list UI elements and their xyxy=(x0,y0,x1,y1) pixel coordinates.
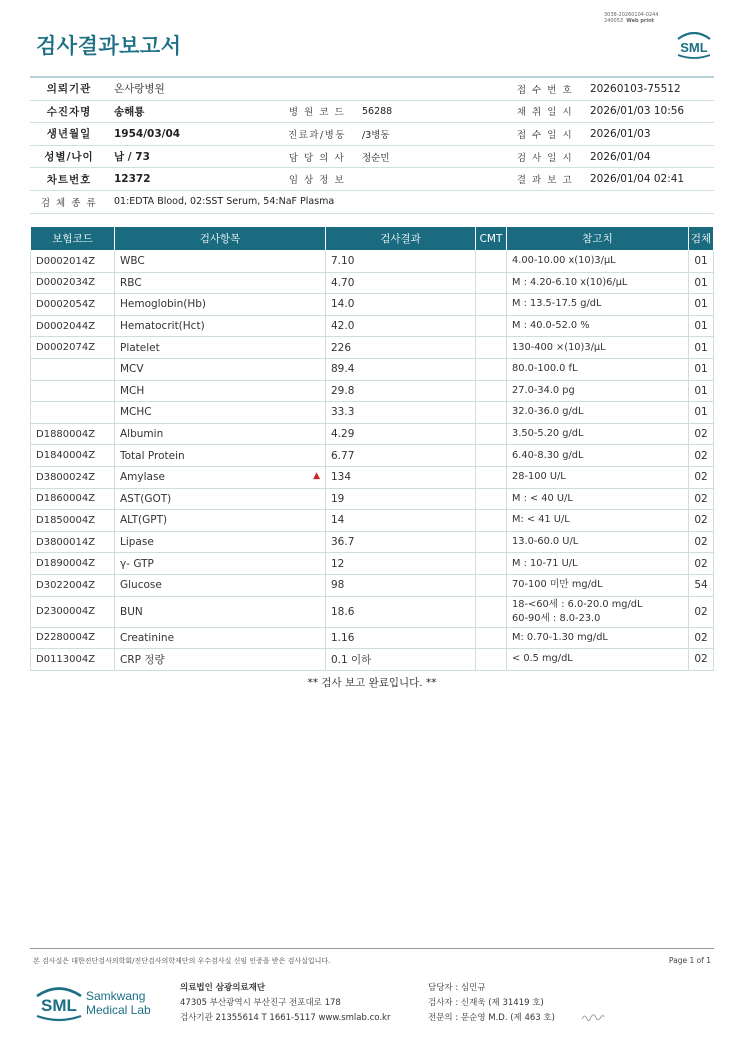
specimen-code: 01 xyxy=(689,251,714,273)
test-result: 226 xyxy=(326,337,476,359)
specimen-code: 01 xyxy=(689,315,714,337)
comment xyxy=(476,380,507,402)
comment xyxy=(476,531,507,553)
test-result: 18.6 xyxy=(326,596,476,627)
info-value: 56288 xyxy=(356,100,506,123)
table-row xyxy=(31,574,714,596)
reference-range xyxy=(507,294,689,316)
insurance-code: D0002014Z xyxy=(31,251,115,273)
specimen-code: 01 xyxy=(689,294,714,316)
test-name xyxy=(115,531,326,553)
comment xyxy=(476,272,507,294)
reference-range xyxy=(507,251,689,273)
test-name-text: γ- GTP xyxy=(120,557,154,570)
test-name xyxy=(115,315,326,337)
info-label: 임 상 정 보 xyxy=(278,168,356,191)
test-result: 0.1 이하 xyxy=(326,649,476,671)
specimen-value: 01:EDTA Blood, 02:SST Serum, 54:NaF Plasma xyxy=(108,190,714,213)
info-label: 결 과 보 고 xyxy=(506,168,584,191)
test-name xyxy=(115,649,326,671)
reference-range xyxy=(507,649,689,671)
test-name-text: Creatinine xyxy=(120,631,175,644)
table-row xyxy=(31,294,714,316)
organization-info: 의료법인 삼광의료재단 47305 부산광역시 부산진구 전포대로 178 검사기관 21355614 T 1661-5117 www.smlab.co.kr xyxy=(180,983,391,1023)
test-result: 33.3 xyxy=(326,402,476,424)
table-row xyxy=(31,272,714,294)
table-row xyxy=(31,315,714,337)
test-name xyxy=(115,488,326,510)
test-result: 89.4 xyxy=(326,358,476,380)
test-name xyxy=(115,423,326,445)
test-name xyxy=(115,596,326,627)
specimen-code: 02 xyxy=(689,488,714,510)
sml-footer-logo-icon xyxy=(34,980,84,1024)
reference-text: 32.0-36.0 g/dL xyxy=(512,406,584,418)
reference-text: 6.40-8.30 g/dL xyxy=(512,449,584,461)
test-name xyxy=(115,251,326,273)
specimen-label: 검 체 종 류 xyxy=(30,190,108,213)
reference-range xyxy=(507,596,689,627)
info-value: 남 / 73 xyxy=(108,145,278,168)
column-header: CMT xyxy=(476,227,507,251)
test-name-text: Glucose xyxy=(120,579,162,592)
comment xyxy=(476,423,507,445)
insurance-code: D0002034Z xyxy=(31,272,115,294)
comment xyxy=(476,337,507,359)
reference-text: 80.0-100.0 fL xyxy=(512,363,578,375)
table-row xyxy=(31,627,714,649)
reference-text: 130-400 ×(10)3/μL xyxy=(512,341,606,353)
insurance-code: D0002074Z xyxy=(31,337,115,359)
reference-text: 27.0-34.0 pg xyxy=(512,384,575,396)
insurance-code xyxy=(31,380,115,402)
info-value: /3병동 xyxy=(356,123,506,146)
test-name-text: Hemoglobin(Hb) xyxy=(120,298,207,311)
insurance-code: D1880004Z xyxy=(31,423,115,445)
test-name-text: MCHC xyxy=(120,406,152,419)
test-name-text: MCH xyxy=(120,384,145,397)
reference-range xyxy=(507,423,689,445)
test-name-text: Lipase xyxy=(120,536,154,549)
insurance-code xyxy=(31,358,115,380)
reference-text: 3.50-5.20 g/dL xyxy=(512,428,584,440)
test-name xyxy=(115,380,326,402)
specimen-code: 01 xyxy=(689,358,714,380)
high-flag-icon: ▲ xyxy=(313,471,320,482)
reference-range xyxy=(507,531,689,553)
table-row xyxy=(31,596,714,627)
reference-range xyxy=(507,402,689,424)
brand-name: Samkwang Medical Lab xyxy=(86,989,151,1017)
insurance-code: D2300004Z xyxy=(31,596,115,627)
reference-range xyxy=(507,627,689,649)
comment xyxy=(476,596,507,627)
reference-text: 70-100 미만 mg/dL xyxy=(512,579,603,591)
reference-text: 18-<60세 : 6.0-20.0 mg/dL xyxy=(512,598,643,610)
insurance-code: D3800024Z xyxy=(31,466,115,488)
table-row xyxy=(31,358,714,380)
column-header: 검사항목 xyxy=(115,227,326,251)
test-name-text: BUN xyxy=(120,605,143,618)
reference-range xyxy=(507,445,689,467)
patient-info-row xyxy=(30,100,714,123)
specimen-code: 02 xyxy=(689,510,714,532)
insurance-code: D3800014Z xyxy=(31,531,115,553)
test-result: 4.70 xyxy=(326,272,476,294)
specimen-code: 02 xyxy=(689,423,714,445)
test-result: 4.29 xyxy=(326,423,476,445)
test-name xyxy=(115,510,326,532)
info-value: 1954/03/04 xyxy=(108,123,278,146)
table-row xyxy=(31,466,714,488)
column-header: 보험코드 xyxy=(31,227,115,251)
table-row xyxy=(31,445,714,467)
specimen-code: 01 xyxy=(689,337,714,359)
column-header: 검사결과 xyxy=(326,227,476,251)
comment xyxy=(476,358,507,380)
insurance-code: D1840004Z xyxy=(31,445,115,467)
test-name-text: CRP 정량 xyxy=(120,653,165,666)
specimen-code: 02 xyxy=(689,627,714,649)
insurance-code: D1890004Z xyxy=(31,553,115,575)
test-name-text: RBC xyxy=(120,276,142,289)
reference-text: 28-100 U/L xyxy=(512,471,566,483)
info-label: 진료과/병동 xyxy=(278,123,356,146)
reference-range xyxy=(507,553,689,575)
test-result: 12 xyxy=(326,553,476,575)
reference-text: 60-90세 : 8.0-23.0 xyxy=(512,612,601,624)
table-row xyxy=(31,423,714,445)
sml-logo-icon xyxy=(674,26,714,60)
info-label: 수진자명 xyxy=(30,100,108,123)
test-name xyxy=(115,553,326,575)
info-value: 2026/01/03 10:56 xyxy=(584,100,714,123)
comment xyxy=(476,445,507,467)
reference-text: 4.00-10.00 x(10)3/μL xyxy=(512,255,616,267)
svg-text:SML: SML xyxy=(41,996,77,1015)
specimen-code: 02 xyxy=(689,445,714,467)
test-name xyxy=(115,627,326,649)
test-name-text: MCV xyxy=(120,363,144,376)
test-name xyxy=(115,466,326,488)
info-value: 2026/01/03 xyxy=(584,123,714,146)
reference-range xyxy=(507,466,689,488)
comment xyxy=(476,553,507,575)
table-row xyxy=(31,380,714,402)
insurance-code: D0002044Z xyxy=(31,315,115,337)
footer-divider xyxy=(30,948,714,949)
comment xyxy=(476,294,507,316)
test-result: 6.77 xyxy=(326,445,476,467)
reference-text: M: < 41 U/L xyxy=(512,514,570,526)
reference-text: < 0.5 mg/dL xyxy=(512,653,573,665)
info-label: 병 원 코 드 xyxy=(278,100,356,123)
comment xyxy=(476,627,507,649)
table-row xyxy=(31,553,714,575)
insurance-code: D2280004Z xyxy=(31,627,115,649)
test-name-text: ALT(GPT) xyxy=(120,514,168,527)
insurance-code: D3022004Z xyxy=(31,574,115,596)
specimen-row xyxy=(30,190,714,213)
info-value: 2026/01/04 02:41 xyxy=(584,168,714,191)
specimen-code: 02 xyxy=(689,553,714,575)
test-result: 1.16 xyxy=(326,627,476,649)
info-label: 접 수 일 시 xyxy=(506,123,584,146)
reference-text: 13.0-60.0 U/L xyxy=(512,536,579,548)
reference-text: M: 0.70-1.30 mg/dL xyxy=(512,631,608,643)
column-header: 참고치 xyxy=(507,227,689,251)
test-name-text: Platelet xyxy=(120,341,160,354)
test-result: 19 xyxy=(326,488,476,510)
reference-text: M : 13.5-17.5 g/dL xyxy=(512,298,602,310)
test-name xyxy=(115,337,326,359)
specimen-code: 01 xyxy=(689,380,714,402)
test-name xyxy=(115,402,326,424)
comment xyxy=(476,402,507,424)
specimen-code: 01 xyxy=(689,402,714,424)
test-name xyxy=(115,358,326,380)
test-name xyxy=(115,445,326,467)
test-result: 29.8 xyxy=(326,380,476,402)
staff-info: 담당자 : 심민규 검사자 : 신재욱 (제 31419 호) 전문의 : 문순영 M.D. (제 463 호) xyxy=(428,983,555,1023)
reference-text: M : < 40 U/L xyxy=(512,492,573,504)
table-row xyxy=(31,649,714,671)
test-name xyxy=(115,574,326,596)
table-row xyxy=(31,510,714,532)
info-label: 의뢰기관 xyxy=(30,77,108,100)
test-name-text: Amylase xyxy=(120,471,165,484)
specimen-code: 54 xyxy=(689,574,714,596)
info-value: 정순민 xyxy=(356,145,506,168)
test-result: 14 xyxy=(326,510,476,532)
signature-icon xyxy=(580,1011,606,1023)
specimen-code: 01 xyxy=(689,272,714,294)
report-complete-note: ** 검사 보고 완료입니다. ** xyxy=(307,677,437,689)
print-code: 3038-20260104-0244 240053 Web print xyxy=(604,12,659,24)
test-name-text: WBC xyxy=(120,255,145,268)
info-label: 담 당 의 사 xyxy=(278,145,356,168)
reference-text: M : 40.0-52.0 % xyxy=(512,320,590,332)
table-row xyxy=(31,251,714,273)
reference-range xyxy=(507,315,689,337)
patient-info-row xyxy=(30,168,714,191)
report-title: 검사결과보고서 xyxy=(36,34,182,58)
test-result: 36.7 xyxy=(326,531,476,553)
info-value: 온사랑병원 xyxy=(108,77,278,100)
insurance-code: D0113004Z xyxy=(31,649,115,671)
comment xyxy=(476,574,507,596)
test-name xyxy=(115,272,326,294)
info-value: 2026/01/04 xyxy=(584,145,714,168)
reference-range xyxy=(507,337,689,359)
table-row xyxy=(31,488,714,510)
info-value: 송해룡 xyxy=(108,100,278,123)
info-value: 20260103-75512 xyxy=(584,77,714,100)
comment xyxy=(476,466,507,488)
specimen-code: 02 xyxy=(689,596,714,627)
comment xyxy=(476,649,507,671)
comment xyxy=(476,510,507,532)
specimen-code: 02 xyxy=(689,531,714,553)
info-label: 검 사 일 시 xyxy=(506,145,584,168)
test-result: 98 xyxy=(326,574,476,596)
insurance-code: D1850004Z xyxy=(31,510,115,532)
table-row xyxy=(31,402,714,424)
reference-range xyxy=(507,272,689,294)
test-result: 42.0 xyxy=(326,315,476,337)
insurance-code: D0002054Z xyxy=(31,294,115,316)
table-row xyxy=(31,337,714,359)
info-value xyxy=(356,77,506,100)
test-name-text: Hematocrit(Hct) xyxy=(120,320,205,333)
reference-range xyxy=(507,488,689,510)
reference-range xyxy=(507,358,689,380)
reference-text: M : 10-71 U/L xyxy=(512,557,578,569)
info-label: 채 취 일 시 xyxy=(506,100,584,123)
test-name xyxy=(115,294,326,316)
comment xyxy=(476,251,507,273)
patient-info-row xyxy=(30,145,714,168)
comment xyxy=(476,315,507,337)
info-label xyxy=(278,77,356,100)
patient-info-row xyxy=(30,77,714,100)
specimen-code: 02 xyxy=(689,649,714,671)
reference-range xyxy=(507,510,689,532)
test-name-text: Albumin xyxy=(120,428,164,441)
info-label: 성별/나이 xyxy=(30,145,108,168)
specimen-code: 02 xyxy=(689,466,714,488)
insurance-code xyxy=(31,402,115,424)
reference-range xyxy=(507,380,689,402)
comment xyxy=(476,488,507,510)
page-number: Page 1 of 1 xyxy=(668,956,711,965)
results-table xyxy=(30,226,714,671)
patient-info-row xyxy=(30,123,714,146)
test-result: 134 xyxy=(326,466,476,488)
certification-note: 본 검사실은 대한진단검사의학회/진단검사의학재단의 우수검사실 신임 인증을 받은 검사실입니다. xyxy=(33,957,331,965)
insurance-code: D1860004Z xyxy=(31,488,115,510)
test-name-text: Total Protein xyxy=(120,449,185,462)
table-row xyxy=(31,531,714,553)
test-result: 7.10 xyxy=(326,251,476,273)
info-label: 차트번호 xyxy=(30,168,108,191)
patient-info-table xyxy=(30,76,714,214)
column-header: 검체 xyxy=(689,227,714,251)
test-result: 14.0 xyxy=(326,294,476,316)
info-label: 접 수 번 호 xyxy=(506,77,584,100)
svg-text:SML: SML xyxy=(680,40,708,55)
info-value: 12372 xyxy=(108,168,278,191)
info-value xyxy=(356,168,506,191)
reference-range xyxy=(507,574,689,596)
reference-text: M : 4.20-6.10 x(10)6/μL xyxy=(512,276,628,288)
info-label: 생년월일 xyxy=(30,123,108,146)
test-name-text: AST(GOT) xyxy=(120,492,172,505)
